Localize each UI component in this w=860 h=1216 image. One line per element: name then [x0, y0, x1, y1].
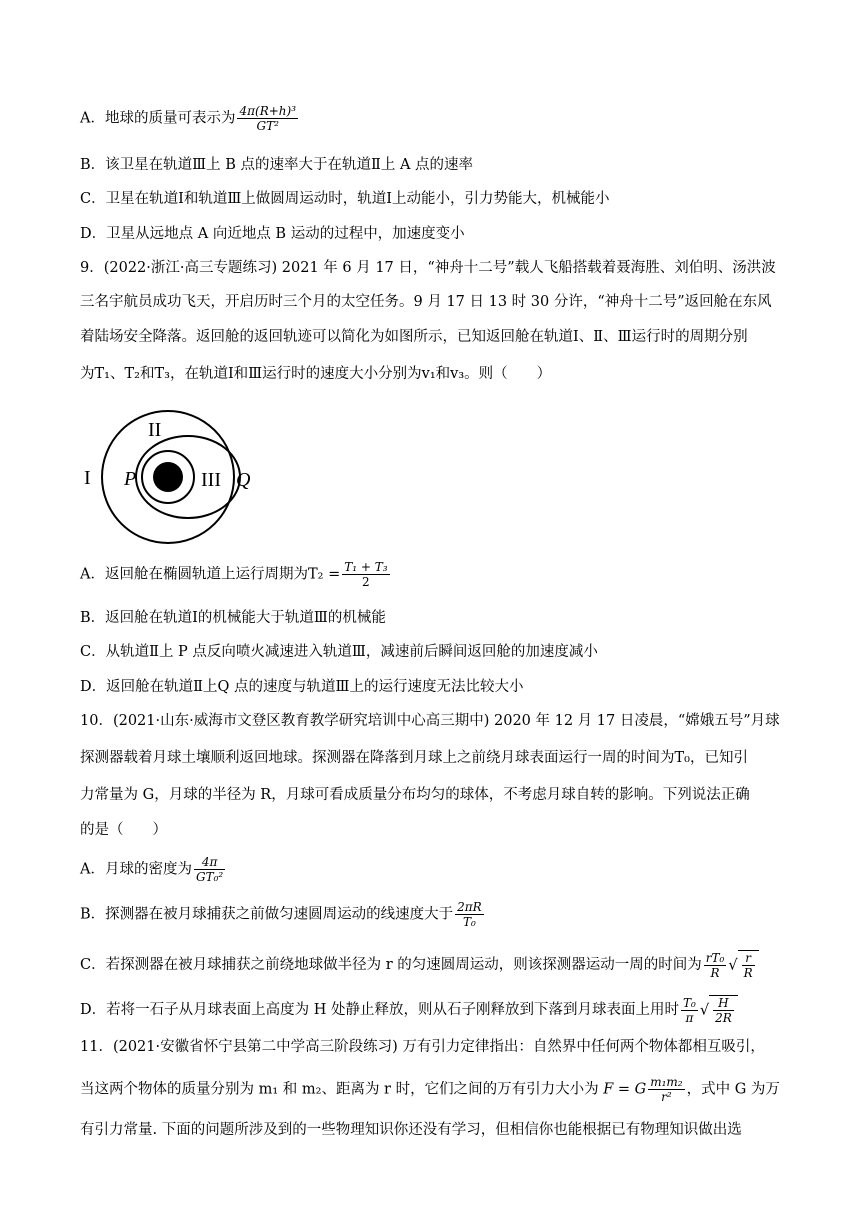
q11-stem-line: 11．(2021·安徽省怀宁县第二中学高三阶段练习) 万有引力定律指出：自然界中任何两个物体都相互吸引， [80, 1039, 765, 1055]
q8-option-d[interactable]: D．卫星从远地点 A 向近地点 B 运动的过程中，加速度变小 [80, 226, 465, 242]
q10-a-formula: $\frac{4\pi}{\text{GT₀²}}$ [195, 855, 224, 884]
q10-c-formula: $\frac{\text{rT₀}}{R}$ [705, 950, 725, 980]
q10-stem-line: 力常量为 G，月球的半径为 R，月球可看成质量分布均匀的球体，不考虑月球自转的影响。下列说法正确 [80, 787, 750, 803]
orbit-diagram [78, 408, 268, 548]
q9-stem-line: 着陆场安全降落。返回舱的返回轨迹可以简化为如图所示，已知返回舱在轨道Ⅰ、Ⅱ、Ⅲ运行时的周期分别 [80, 329, 748, 345]
q9-option-b[interactable]: B．返回舱在轨道Ⅰ的机械能大于轨道Ⅲ的机械能 [80, 610, 386, 626]
orbit-ii-ellipse [136, 436, 240, 518]
q11-stem-line: 有引力常量. 下面的问题所涉及到的一些物理知识你还没有学习，但相信你也能根据已有物理知识做出选 [80, 1122, 742, 1138]
q10-option-b[interactable]: B．探测器在被月球捕获之前做匀速圆周运动的线速度大于 $\frac{2\pi R}{\text{T₀}}$ [80, 900, 482, 929]
q10-option-a[interactable]: A．月球的密度为 $\frac{4\pi}{\text{GT₀²}}$ [80, 855, 224, 884]
planet-disk [153, 462, 183, 492]
q8-option-c[interactable]: C．卫星在轨道Ⅰ和轨道Ⅲ上做圆周运动时，轨道Ⅰ上动能小，引力势能大，机械能小 [80, 191, 610, 207]
label-i: I [84, 467, 91, 489]
q10-d-formula: $\frac{\text{T₀}}{\pi}$ [683, 995, 696, 1025]
q9-stem-line: 为T₁、T₂和T₃，在轨道Ⅰ和Ⅲ运行时的速度大小分别为v₁和v₃。则（ ） [80, 366, 552, 382]
q8-option-b[interactable]: B．该卫星在轨道Ⅲ上 B 点的速率大于在轨道Ⅱ上 A 点的速率 [80, 157, 474, 173]
gravitation-formula: $\frac{\text{m₁m₂}}{\text{r²}}$ [650, 1075, 683, 1104]
q9-option-a[interactable]: A．返回舱在椭圆轨道上运行周期为T₂ = $\frac{\text{T₁ + T₃}}{2}$ [80, 560, 388, 589]
q11-stem-line: 当这两个物体的质量分别为 m₁ 和 m₂、距离为 r 时，它们之间的万有引力大小为 F = G $\frac{\text{m₁m₂}}{\text{r²}}$ ，式中 G 为万 [80, 1075, 780, 1104]
label-q: Q [236, 469, 251, 491]
q9-stem-line: 三名宇航员成功飞天，开启历时三个月的太空任务。9 月 17 日 13 时 30 分许，“神舟十二号”返回舱在东风 [80, 294, 772, 310]
q10-option-c[interactable]: C．若探测器在被月球捕获之前绕地球做半径为 r 的匀速圆周运动，则该探测器运动一周的时间为 $\frac{\text{rT₀}}{R}$ √ $\frac{r}{R}$ [80, 950, 759, 980]
q10-option-d[interactable]: D．若将一石子从月球表面上高度为 H 处静止释放，则从石子刚释放到下落到月球表面上用时 $\frac{\text{T₀}}{\pi}$ √ $\frac{H}{2R}$ [80, 995, 738, 1025]
sqrt-symbol: √ $\frac{r}{R}$ [728, 950, 758, 980]
q9-stem-line: 9．(2022·浙江·高三专题练习) 2021 年 6 月 17 日，“神舟十二号”载人飞船搭载着聂海胜、刘伯明、汤洪波 [80, 260, 776, 276]
q10-stem-line: 10．(2021·山东·威海市文登区教育教学研究培训中心高三期中) 2020 年 12 月 17 日凌晨，“嫦娥五号”月球 [80, 713, 780, 729]
sqrt-symbol: √ $\frac{H}{2R}$ [700, 995, 738, 1025]
q9-option-d[interactable]: D．返回舱在轨道Ⅱ上Q 点的速度与轨道Ⅲ上的运行速度无法比较大小 [80, 679, 524, 695]
label-iii: III [201, 469, 221, 491]
q8-option-a[interactable]: A．地球的质量可表示为 $\frac{\text{4π(R+h)³}}{\text{GT²}}$ [80, 104, 296, 133]
q8-a-formula: $\frac{\text{4π(R+h)³}}{\text{GT²}}$ [239, 104, 296, 133]
q10-stem-line: 的是（ ） [80, 822, 167, 838]
q10-stem-line: 探测器载着月球土壤顺利返回地球。探测器在降落到月球上之前绕月球表面运行一周的时间为T₀，已知引 [80, 750, 748, 766]
label-ii: II [148, 419, 162, 441]
q10-b-formula: $\frac{2\pi R}{\text{T₀}}$ [457, 900, 482, 929]
label-p: P [124, 468, 137, 490]
q9-option-c[interactable]: C．从轨道Ⅱ上 P 点反向喷火减速进入轨道Ⅲ，减速前后瞬间返回舱的加速度减小 [80, 644, 598, 660]
q9-a-formula: $\frac{\text{T₁ + T₃}}{2}$ [344, 560, 388, 589]
